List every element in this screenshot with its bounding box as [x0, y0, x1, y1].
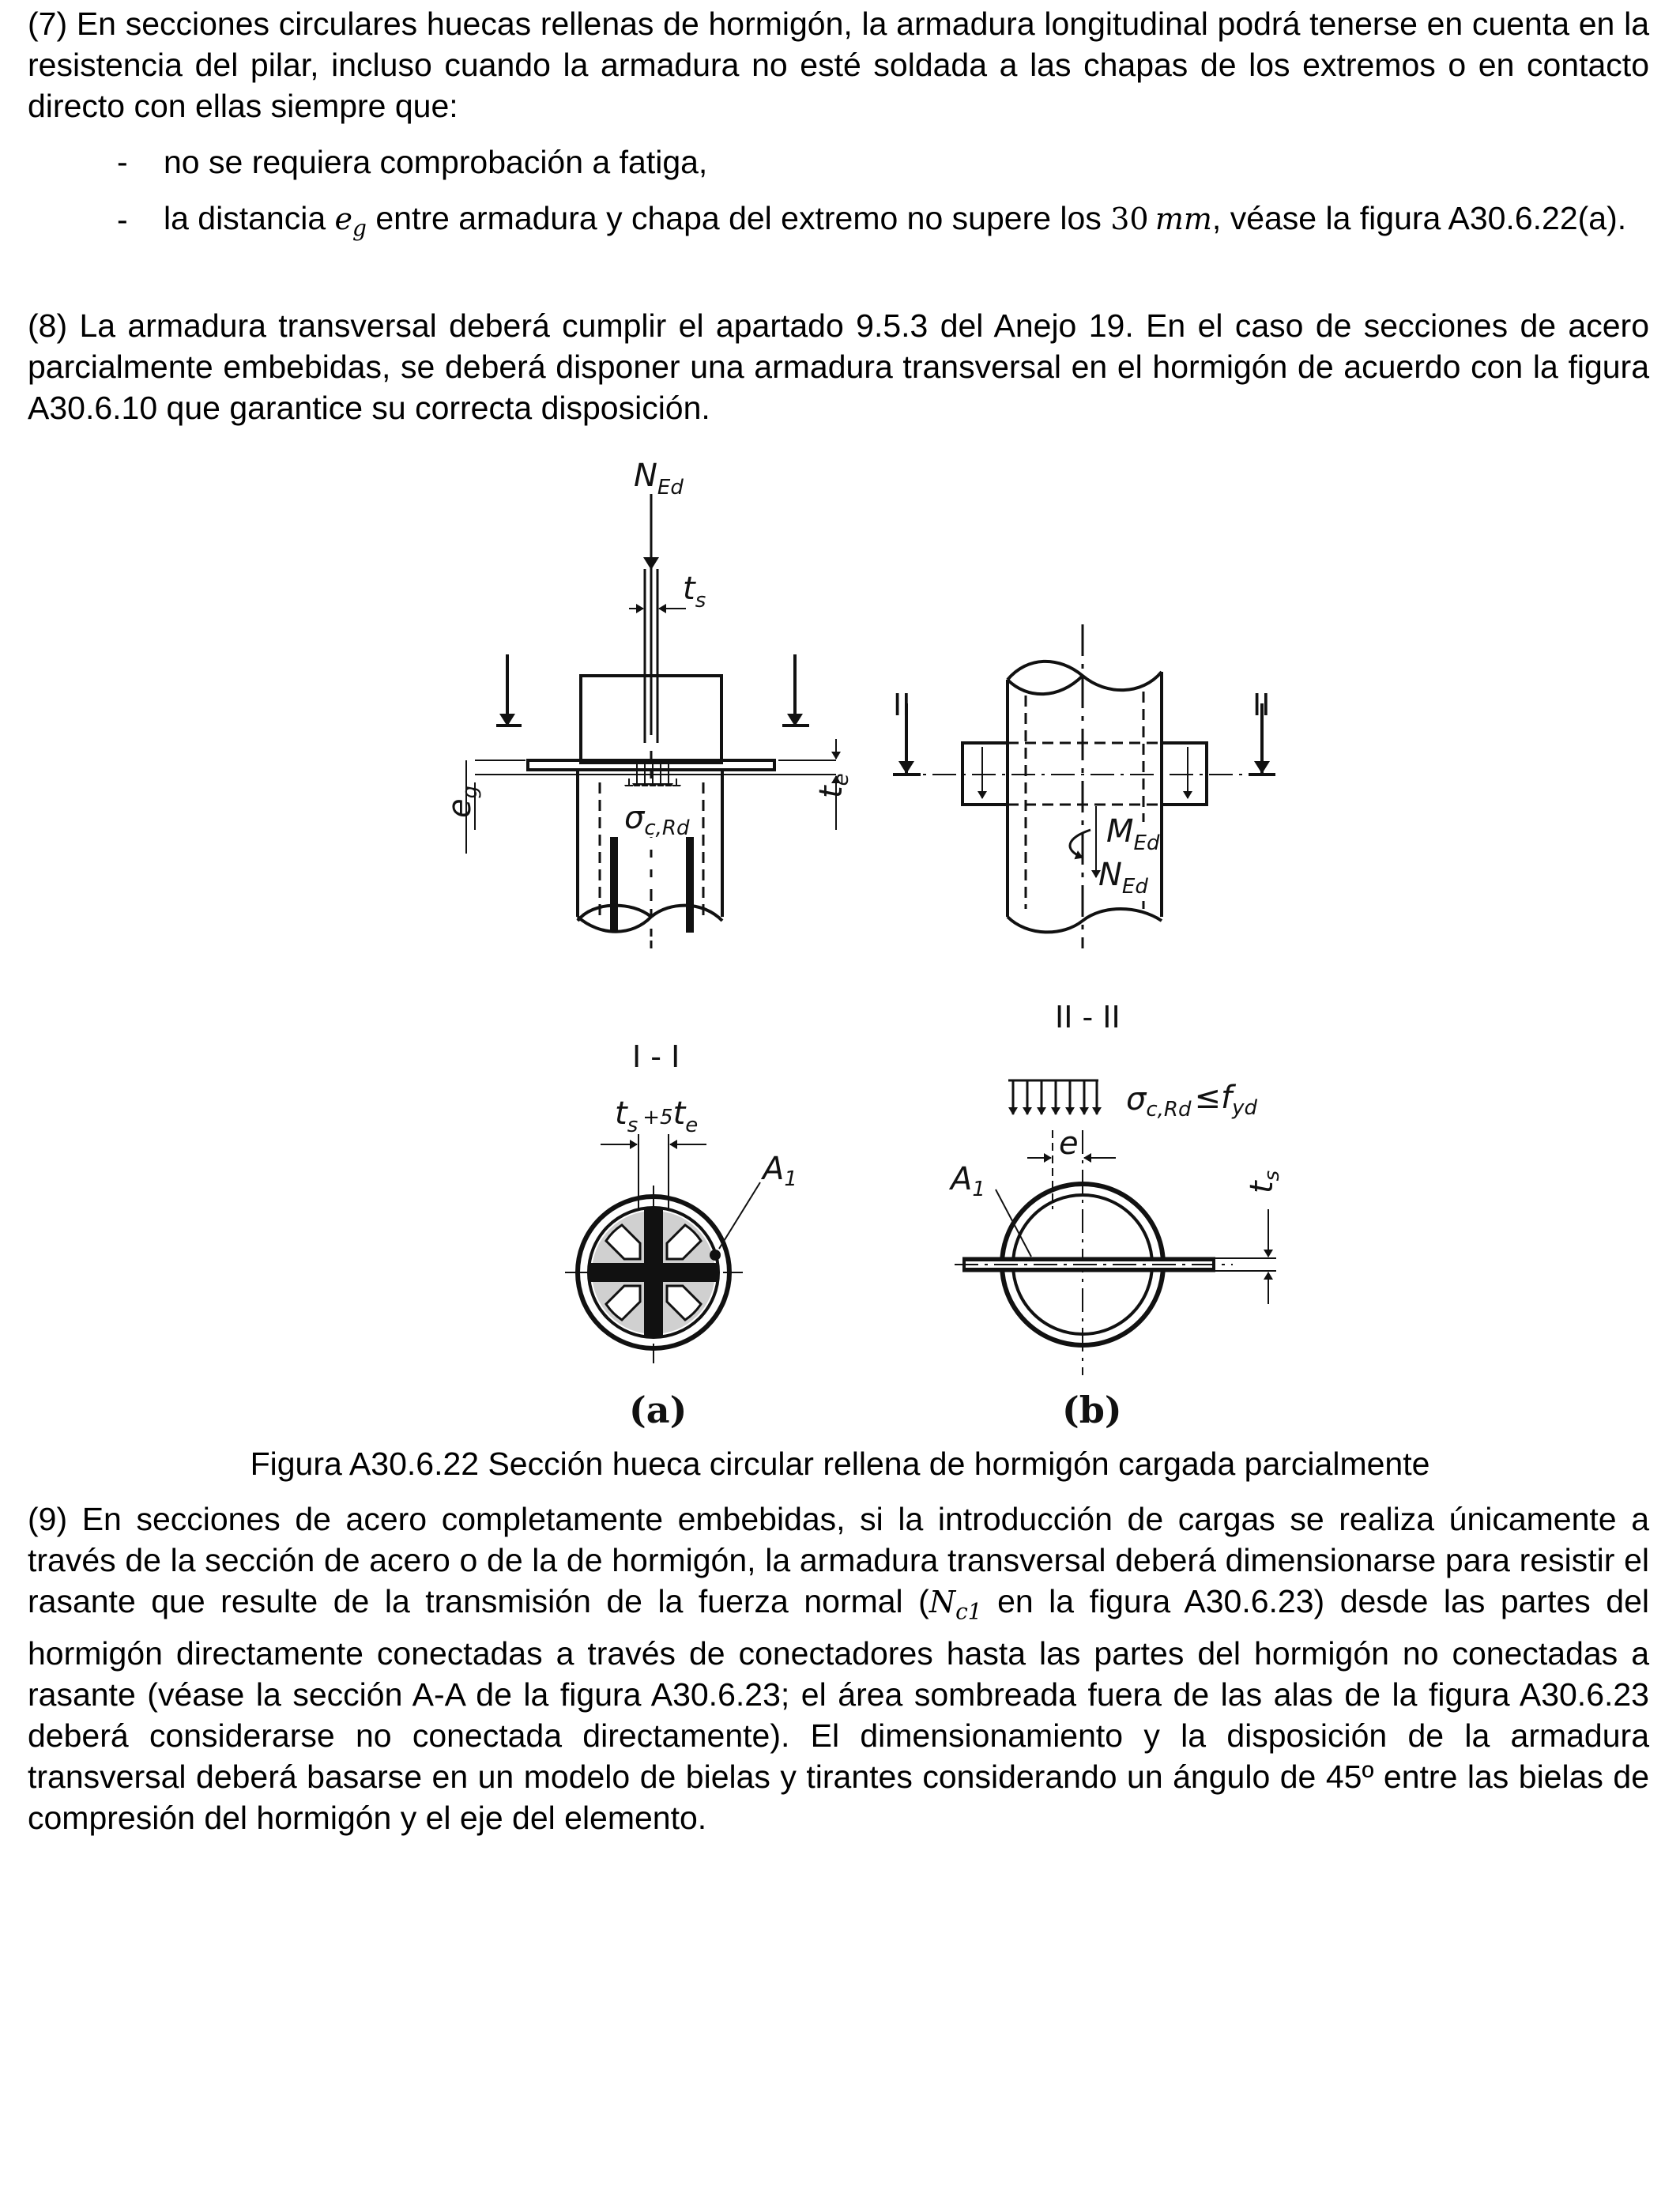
- figure-a-elevation: [466, 494, 836, 948]
- paragraph-9-text-after: en la figura A30.6.23) desde las partes del hormigón directamente conectadas a través de conectadores hasta las partes del hormigón no conectadas a rasante (véase la sección A-A de la figura A30.6.23; el área sombreada fuera de las alas de la figura A30.6.23 deberá considerarse no conectada directamente). El dimensionamiento y la disposición de la armadura transversal deberá basarse en un modelo de bielas y tirantes considerando un ángulo de 45º entre las bielas de compresión del hormigón y el eje del elemento.: [28, 1583, 1649, 1836]
- bullet-2-text-before: la distancia: [164, 200, 326, 236]
- paragraph-9: [28, 1498, 1649, 1838]
- figure-b-section: [948, 1000, 1284, 1375]
- label-n-ed-a: $N_{Ed}$: [634, 458, 684, 499]
- paragraph-8: (8) La armadura transversal deberá cumplir el apartado 9.5.3 del Anejo 19. En el caso de secciones de acero parcialmente embebidas, se deberá disponer una armadura transversal en el hormigón de acuerdo con la figura A30.6.10 que garantice su correcta disposición.: [28, 307, 1649, 426]
- label-n-ed-b: $N_{Ed}$: [1098, 857, 1148, 899]
- label-ii-left: II: [893, 688, 911, 722]
- bullet-1: no se requiera comprobación a fatiga,: [164, 144, 708, 180]
- subfigure-label-b: (b): [1062, 1389, 1122, 1431]
- label-sigma-leq-fyd: $\sigma_{c,Rd} \le f_{yd}$: [1126, 1080, 1257, 1122]
- figure-caption: Figura A30.6.22 Sección hueca circular rellena de hormigón cargada parcialmente: [250, 1446, 1430, 1482]
- bullet-2-text-middle: entre armadura y chapa del extremo no supere los: [375, 200, 1102, 236]
- label-t-s-b: $t_s$: [1244, 1170, 1284, 1193]
- value-30: 30: [1110, 202, 1149, 236]
- subfigure-label-a: (a): [629, 1389, 687, 1431]
- label-ts-5te: $t_s$ $^{+5}t_e$: [615, 1095, 699, 1137]
- bullet-dash-1: -: [117, 144, 128, 180]
- label-e-g: $e_g$: [442, 785, 482, 818]
- symbol-e-g: $e_g$: [334, 202, 367, 242]
- bullet-dash-2: -: [117, 202, 128, 238]
- label-ii-right: II: [1252, 688, 1271, 722]
- label-a1-b: $A_1$: [951, 1161, 985, 1201]
- paragraph-7: (7) En secciones circulares huecas rellenas de hormigón, la armadura longitudinal podrá tenerse en cuenta en la resistencia del pilar, incluso cuando la armadura no esté soldada a las chapas de los extremos o en contacto directo con ellas siempre que:: [28, 6, 1649, 124]
- unit-mm: mm: [1155, 202, 1212, 236]
- symbol-n-c1: $N_{c1}$: [929, 1585, 982, 1625]
- paragraph-9-text-before: (9) En secciones de acero completamente embebidas, si la introducción de cargas se realiza únicamente a través de la sección de acero o de la de hormigón, la armadura transversal deberá dimensionarse para resistir el rasante que resulte de la transmisión de la fuerza normal (: [28, 1501, 1649, 1619]
- bullet-2-text-after: , véase la figura A30.6.22(a).: [1211, 200, 1627, 236]
- figure-b-elevation: [893, 624, 1275, 948]
- label-m-ed: $M_{Ed}$: [1106, 813, 1160, 855]
- figure-a-section: [565, 1039, 797, 1363]
- label-t-e: $t_e$: [813, 773, 853, 798]
- figure-a-labels: [442, 458, 853, 840]
- label-sigma-c-rd-a: $\sigma_{c,Rd}$: [624, 800, 690, 840]
- label-a1-a: $A_1$: [763, 1151, 797, 1191]
- label-section-i-i: I - I: [632, 1039, 680, 1074]
- label-ts-a: $t_s$: [683, 571, 706, 613]
- label-section-ii-ii: II - II: [1055, 1000, 1121, 1035]
- label-e: e: [1059, 1125, 1079, 1162]
